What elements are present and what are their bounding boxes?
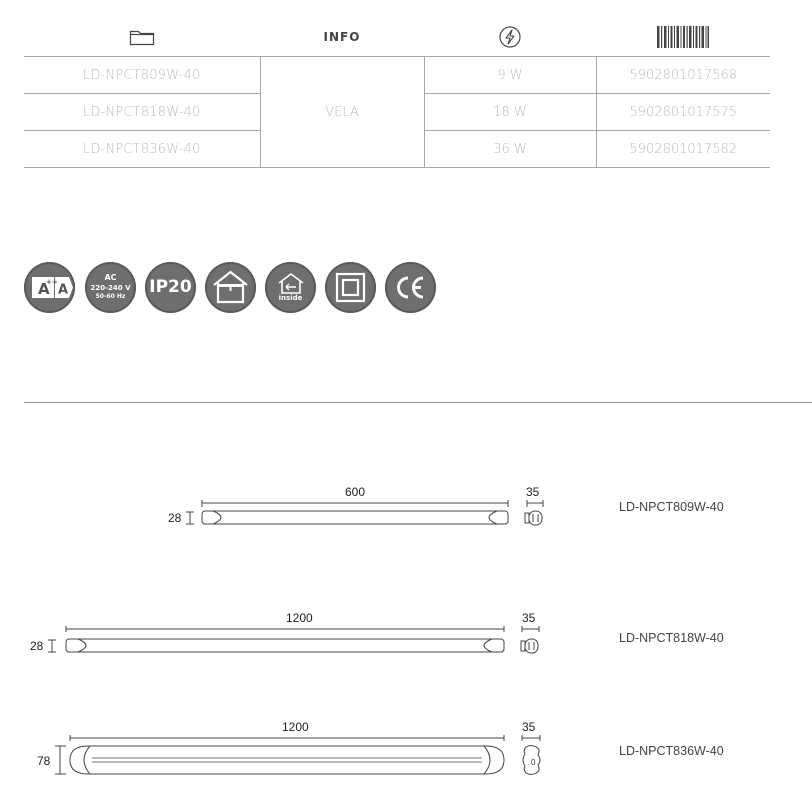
dim-height-1: 28 bbox=[168, 511, 182, 525]
dim-length-2: 1200 bbox=[286, 611, 313, 625]
indoor-label: inside bbox=[278, 294, 303, 303]
luminaire-drawing-1 bbox=[186, 500, 543, 525]
cell-power: 18 W bbox=[424, 94, 596, 131]
dim-height-2: 28 bbox=[30, 639, 44, 653]
cell-model: LD-NPCT836W-40 bbox=[24, 131, 260, 168]
cell-model: LD-NPCT809W-40 bbox=[24, 57, 260, 94]
cell-ean: 5902801017568 bbox=[596, 57, 770, 94]
cell-model: LD-NPCT818W-40 bbox=[24, 94, 260, 131]
energy-plus: ++ bbox=[46, 278, 58, 286]
dim-length-3: 1200 bbox=[282, 720, 309, 734]
dim-length-1: 600 bbox=[345, 485, 366, 499]
voltage-line2: 220-240 V bbox=[90, 283, 131, 292]
voltage-line3: 50-60 Hz bbox=[95, 293, 126, 301]
drawing-model-2: LD-NPCT818W-40 bbox=[619, 631, 724, 645]
luminaire-drawing-3 bbox=[55, 735, 540, 775]
cell-ean: 5902801017582 bbox=[596, 131, 770, 168]
voltage-line1: AC bbox=[104, 273, 117, 283]
drawing-model-3: LD-NPCT836W-40 bbox=[619, 744, 724, 758]
dim-depth-1: 35 bbox=[526, 485, 540, 499]
energy-small-a: A bbox=[58, 282, 69, 298]
cell-power: 36 W bbox=[424, 131, 596, 168]
svg-text:0: 0 bbox=[531, 758, 536, 767]
dim-depth-3: 35 bbox=[522, 720, 536, 734]
dim-height-3: 78 bbox=[37, 754, 51, 768]
cell-power: 9 W bbox=[424, 57, 596, 94]
drawing-model-1: LD-NPCT809W-40 bbox=[619, 500, 724, 514]
cell-info: VELA bbox=[260, 57, 424, 168]
dim-depth-2: 35 bbox=[522, 611, 536, 625]
energy-big-a: A bbox=[38, 280, 50, 298]
header-info: INFO bbox=[260, 18, 424, 57]
ip-rating-text: IP20 bbox=[149, 276, 192, 297]
cell-ean: 5902801017575 bbox=[596, 94, 770, 131]
luminaire-drawing-2 bbox=[48, 626, 539, 653]
